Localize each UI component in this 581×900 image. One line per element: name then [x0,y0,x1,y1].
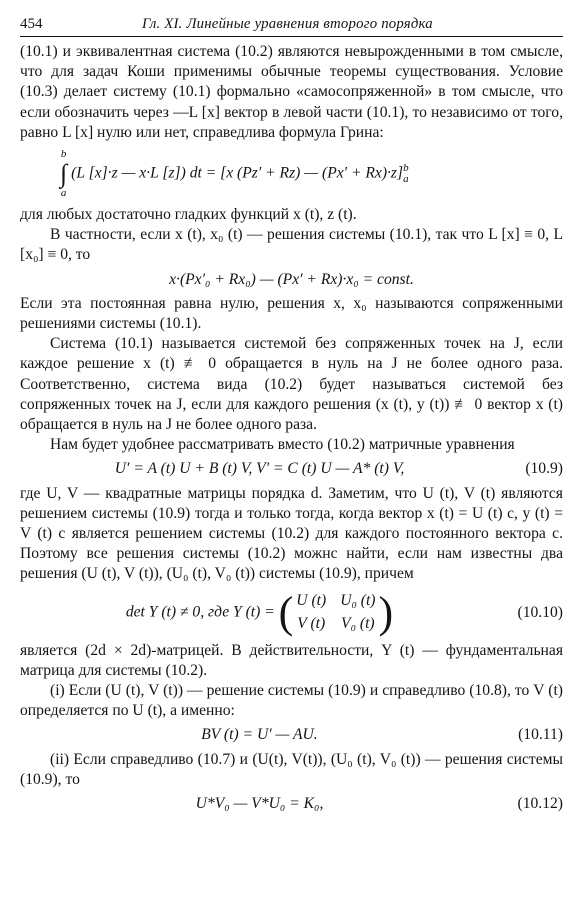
matrix-cell: V₀ (t) [341,614,375,632]
green-formula-body: (L [x]·z — x·L [z]) dt = [x (Pz′ + Rz) — (Px′ + Rx)·z] [71,164,404,182]
page-header [20,12,563,37]
paragraph-no-conjugate-points: Система (10.1) называется системой без сопряженных точек на J, если каждое решение x (t) ≢ 0 обращается в нуль на J не более одного раза. Соответственно, система вида (10.2) будет называться системой без сопряженных точек на J, если для каждого решения (x (t), y (t)) ≢ 0 вектор x (t) обращается в нуль на J не более одного раза. [20,335,563,434]
equation-10-10 [20,587,563,637]
paragraph-smooth-functions: для любых достаточно гладких функций x (t), z (t). [20,206,357,224]
eq-10-11-number: (10.11) [518,726,563,744]
integral-sign: b ∫ a [60,148,68,200]
equation-green-formula [20,149,563,199]
paragraph-square-matrices: где U, V — квадратные матрицы порядка d. Заметим, что U (t), V (t) являются решением системы (10.9) тогда и только тогда, когда вектор x (t) = U (t) c, y (t) = V (t) c является решением системы (10.2) для каждого постоянного вектора c. Поэтому все решения системы (10.2) можнс найти, если нам известны два решения (U (t), V (t)), (U₀ (t), V₀ (t)) системы (10.9), причем [20,484,563,583]
paragraph-nondegenerate: (10.1) и эквивалентная система (10.2) являются невырожденными в том смысле, что для задач Коши применимы обычные теоремы существования. Условие (10.3) делает систему (10.1) формально «самосопряженной» в том смысле, что если обозначить через —L [x] вектор в левой части (10.1), то независимо от того, равно L [x] нулю или нет, справедлива формула Грина: [20,43,563,141]
page-number: 454 [20,16,43,32]
matrix-cell: U₀ (t) [340,592,376,610]
const-formula-body: x·(Px′₀ + Rx₀) — (Px′ + Rx)·x₀ = const. [169,270,414,288]
equation-10-11 [20,725,563,745]
equation-10-9 [20,459,563,479]
matrix-cell: U (t) [296,592,327,610]
eq-10-9-number: (10.9) [525,460,563,478]
equation-const [20,270,563,290]
eq-10-12-number: (10.12) [517,795,563,813]
paragraph-matrix-intro: Нам будет удобнее рассматривать вместо (10.2) матричные уравнения [50,436,515,454]
eq-10-12-body: U*V₀ — V*U₀ = K₀, [195,795,324,813]
paragraph-item-ii: (ii) Если справедливо (10.7) и (U(t), V(t)), (U₀ (t), V₀ (t)) — решения системы (10.9), то [20,750,563,788]
eq-10-10-left: det Y (t) ≠ 0, где Y (t) = [125,603,275,621]
paragraph-in-particular: В частности, если x (t), x₀ (t) — решения системы (10.1), так что L [x] ≡ 0, L [x₀] ≡ 0, то [20,226,563,264]
running-head: Гл. XI. Линейные уравнения второго порядка [142,16,433,32]
paragraph-conjugate-solutions: Если эта постоянная равна нулю, решения x, x₀ называются сопряженными решениями системы (10.1). [20,294,563,333]
bracket-limits: b a [403,162,409,186]
matrix-y: ( U (t) U₀ (t) V (t) V₀ (t) ) [278,587,394,637]
paragraph-fundamental-matrix: является (2d × 2d)-матрицей. В действительности, Y (t) — фундаментальная матрица для системы (10.2). [20,641,563,679]
equation-10-12 [20,794,563,814]
eq-10-9-body: U′ = A (t) U + B (t) V, V′ = C (t) U — A* (t) V, [114,460,405,478]
paragraph-item-i: (i) Если (U (t), V (t)) — решение системы (10.9) и справедливо (10.8), то V (t) определяется по U (t), а именно: [20,682,563,720]
eq-10-10-number: (10.10) [517,603,563,621]
eq-10-11-body: BV (t) = U′ — AU. [201,726,318,744]
matrix-cell: V (t) [297,614,326,632]
